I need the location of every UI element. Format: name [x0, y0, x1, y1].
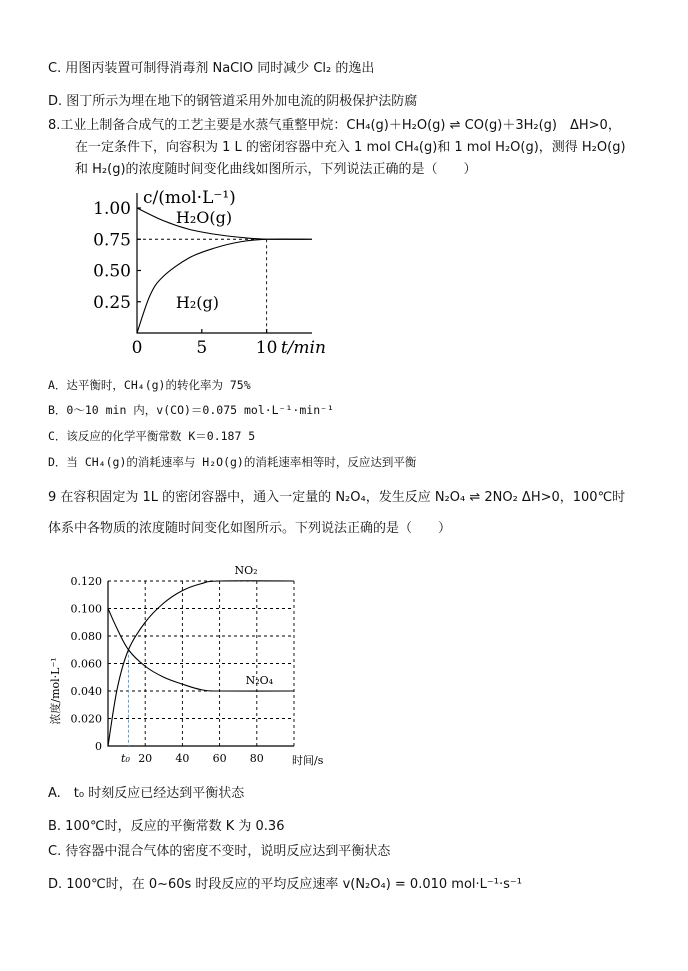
q9-y-tick-label: 0.020: [70, 712, 102, 726]
q9-x-tick-label: 40: [175, 752, 190, 765]
q9-stem-line2: 体系中各物质的浓度随时间变化如图所示。下列说法正确的是（ ）: [48, 521, 452, 536]
q9-x-axis-label: 时间/s: [292, 754, 324, 767]
q9-x-tick-label: 20: [138, 752, 153, 765]
q9-series-label: N₂O₄: [245, 674, 274, 688]
q8-series-line: [137, 239, 312, 333]
q9-y-tick-label: 0.040: [70, 685, 102, 698]
q8-x-axis-label: t/min: [280, 338, 326, 358]
q9-y-tick-label: 0.060: [70, 657, 102, 671]
q8-x-tick-label: 0: [131, 338, 143, 358]
q9-y-tick-label: 0: [95, 740, 102, 753]
q8-option-c: C．该反应的化学平衡常数 K＝0.187 5: [48, 429, 256, 443]
q7-option-d: D. 图丁所示为埋在地下的钢管道采用外加电流的阴极保护法防腐: [48, 94, 418, 109]
q9-x-tick-label: 80: [249, 752, 264, 765]
q9-y-tick-label: 0.100: [70, 602, 102, 616]
q7-option-c: C. 用图丙装置可制得消毒剂 NaClO 同时减少 Cl₂ 的逸出: [48, 61, 375, 76]
q9-x-tick-label: 60: [212, 752, 227, 765]
q9-y-axis-label: 浓度/mol·L⁻¹: [49, 657, 62, 725]
q8-y-tick-label: 0.75: [93, 230, 131, 251]
q8-y-tick-label: 0.50: [93, 261, 131, 282]
q9-option-d: D. 100℃时，在 0~60s 时段反应的平均反应速率 v(N₂O₄) = 0.010 mol·L⁻¹·s⁻¹: [48, 877, 522, 892]
q8-y-axis-label: c/(mol·L⁻¹): [143, 188, 236, 208]
q9-chart: [40, 555, 340, 770]
q8-option-a: A．达平衡时，CH₄(g)的转化率为 75%: [48, 378, 251, 392]
q9-stem-line1: 9 在容积固定为 1L 的密闭容器中，通入一定量的 N₂O₄，发生反应 N₂O₄ ⇌ 2NO₂ ΔH>0，100℃时: [48, 490, 626, 505]
q8-stem-line2: 在一定条件下，向容积为 1 L 的密闭容器中充入 1 mol CH₄(g)和 1 mol H₂O(g)，测得 H₂O(g): [75, 140, 626, 155]
q8-x-tick-label: 10: [255, 338, 278, 358]
q9-series-label: NO₂: [234, 564, 258, 578]
q8-stem-line3: 和 H₂(g)的浓度随时间变化曲线如图所示，下列说法正确的是（ ）: [75, 162, 477, 177]
q8-stem-line1: 8.工业上制备合成气的工艺主要是水蒸气重整甲烷：CH₄(g)＋H₂O(g) ⇌ CO(g)＋3H₂(g) ΔH>0，: [48, 118, 621, 133]
q9-y-tick-label: 0.080: [70, 630, 102, 643]
q8-series-label: H₂(g): [175, 293, 219, 312]
q8-option-d: D．当 CH₄(g)的消耗速率与 H₂O(g)的消耗速率相等时，反应达到平衡: [48, 455, 417, 469]
q9-y-tick-label: 0.120: [70, 575, 102, 588]
q8-chart: [93, 183, 326, 358]
q9-x-tick-label: t₀: [121, 752, 130, 765]
q8-y-tick-label: 1.00: [93, 199, 131, 219]
q8-option-b: B．0～10 min 内，v(CO)＝0.075 mol·L⁻¹·min⁻¹: [48, 403, 334, 417]
q8-series-label: H₂O(g): [175, 208, 233, 227]
q9-option-a: A. t₀ 时刻反应已经达到平衡状态: [48, 786, 245, 801]
q8-x-tick-label: 5: [196, 338, 208, 358]
q9-option-c: C. 待容器中混合气体的密度不变时，说明反应达到平衡状态: [48, 844, 391, 859]
q8-y-tick-label: 0.25: [93, 292, 131, 313]
q9-option-b: B. 100℃时，反应的平衡常数 K 为 0.36: [48, 819, 285, 834]
